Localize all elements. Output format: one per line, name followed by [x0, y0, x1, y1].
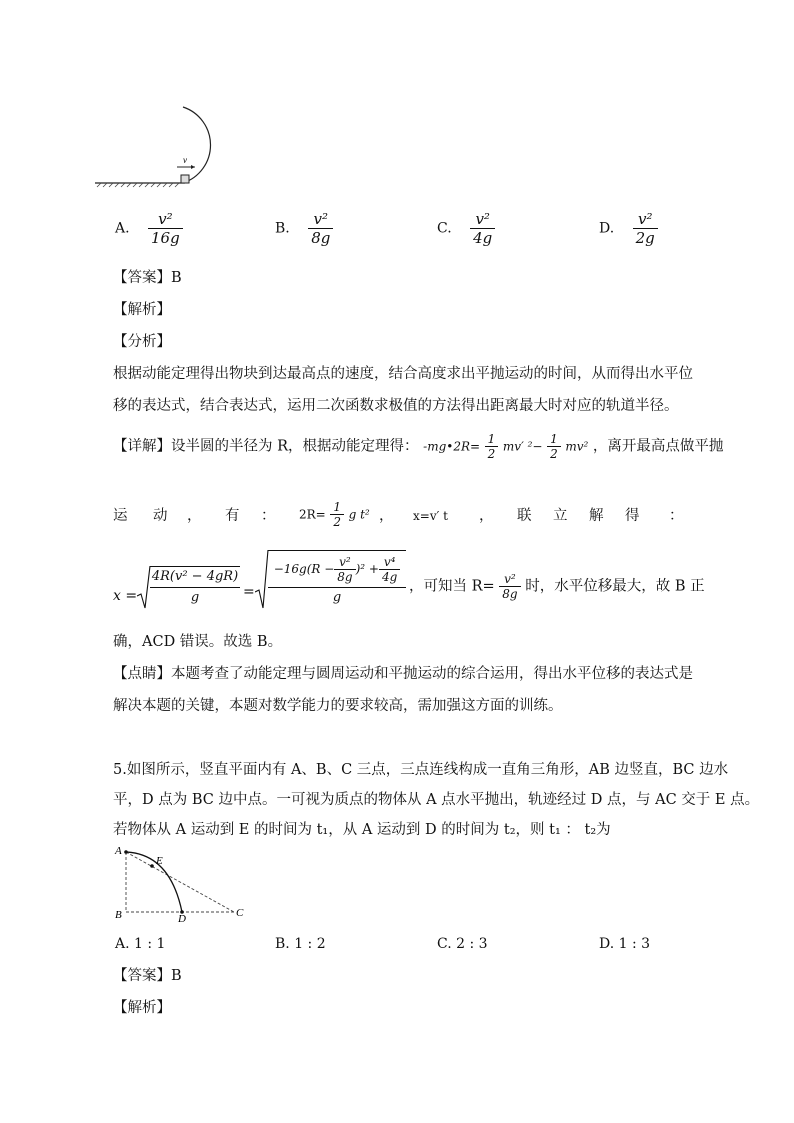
q4-analysis-line1: 根据动能定理得出物块到达最高点的速度，结合高度求出平抛运动的时间，从而得出水平位	[113, 366, 693, 382]
word: 动	[153, 508, 168, 524]
q4-detail-line3	[113, 548, 705, 612]
comma: ，	[479, 508, 494, 524]
label-b: B	[115, 909, 122, 921]
q4-option-d[interactable]	[599, 210, 658, 247]
label-e: E	[156, 855, 163, 867]
word: 运	[113, 508, 128, 524]
q5-stem-line2: 平，D 点为 BC 边中点。一可视为质点的物体从 A 点水平抛出，轨迹经过 D 点，与 AC 交于 E 点。	[113, 792, 760, 808]
half-den-2: 2	[550, 447, 558, 461]
frac2-num: v⁴	[379, 555, 400, 570]
word: ，	[187, 508, 202, 524]
option-letter: D.	[599, 220, 615, 237]
sqrt1	[150, 566, 240, 608]
half-num-3: 1	[330, 500, 344, 515]
frac-num: v²	[334, 555, 355, 570]
word: ：	[261, 508, 276, 524]
option-den: 16g	[151, 229, 180, 247]
eq-sign: =	[243, 584, 255, 600]
option-den: 2g	[635, 229, 655, 247]
when-suffix: 时，水平位移最大，故 B 正	[525, 578, 705, 595]
when-frac-den: 8g	[502, 587, 518, 601]
word: 解	[589, 508, 604, 524]
mv2: mv²	[565, 439, 589, 454]
q5-option-d[interactable]: D. 1 : 3	[599, 936, 651, 952]
block	[181, 175, 189, 183]
q5-stem-line3: 若物体从 A 运动到 E 的时间为 t₁，从 A 运动到 D 的时间为 t₂，则 t₁ ： t₂为	[113, 822, 611, 838]
ground-hatch	[97, 183, 179, 187]
frac2-den: 4g	[381, 569, 398, 584]
word: 立	[553, 508, 568, 524]
sqrt2-den: g	[332, 590, 342, 605]
option-num: v²	[308, 210, 333, 229]
sqrt2-num-a: −16g(R −	[273, 562, 335, 576]
option-num: v²	[470, 210, 495, 229]
half-num: 1	[485, 432, 499, 447]
q5-option-c[interactable]: C. 2 : 3	[437, 936, 488, 952]
label-d: D	[178, 913, 186, 922]
q5-option-b[interactable]: B. 1 : 2	[275, 936, 326, 952]
eq1-left: -mg•2R=	[423, 439, 481, 454]
q4-fenxi-heading: 【分析】	[113, 334, 171, 350]
half-num-2: 1	[547, 432, 561, 447]
sqrt1-den: g	[190, 590, 200, 605]
q5-stem-line1: 5.如图所示，竖直平面内有 A、B、C 三点，三点连线构成一直角三角形，AB 边竖直，BC 边水	[113, 762, 729, 778]
sqrt1-sign	[137, 566, 151, 610]
sqrt2-num	[268, 551, 406, 588]
half-den: 2	[487, 447, 496, 461]
eq2-right: g t²	[348, 507, 370, 522]
q5-answer: 【答案】B	[113, 968, 182, 984]
q4-option-a[interactable]	[115, 210, 183, 247]
eq3: x=v′ t	[413, 509, 448, 523]
frac-den: 8g	[337, 569, 353, 584]
eq2	[299, 500, 370, 529]
q4-dianjing-line1: 【点睛】本题考查了动能定理与圆周运动和平抛运动的综合运用，得出水平位移的表达式是	[113, 666, 693, 682]
q5-options	[115, 936, 715, 956]
comma: ，	[379, 508, 394, 524]
trajectory	[126, 852, 182, 912]
velocity-label: v	[183, 155, 187, 165]
track-figure	[95, 95, 235, 190]
sqrt2-sign	[255, 550, 269, 610]
sqrt2	[268, 550, 406, 608]
eq2-left: 2R=	[299, 507, 326, 522]
point-a	[124, 850, 128, 854]
label-c: C	[236, 907, 244, 919]
q4-answer: 【答案】B	[113, 270, 182, 286]
detail-prefix: 【详解】设半圆的半径为 R，根据动能定理得：	[113, 438, 419, 455]
point-e	[150, 864, 154, 868]
option-num: v²	[148, 210, 183, 229]
q4-detail-line4: 确，ACD 错误。故选 B。	[113, 634, 283, 650]
option-letter: A.	[115, 220, 130, 237]
option-num: v²	[633, 210, 658, 229]
x-eq: x =	[113, 588, 138, 604]
option-letter: B.	[275, 220, 290, 237]
q4-dianjing-line2: 解决本题的关键，本题对数学能力的要求较高，需加强这方面的训练。	[113, 698, 563, 714]
q4-option-b[interactable]	[275, 210, 333, 247]
q4-analysis-line2: 移的表达式，结合表达式，运用二次函数求极值的方法得出距离最大时对应的轨道半径。	[113, 398, 679, 414]
when-text: ，可知当 R=	[409, 578, 495, 595]
detail-suffix: ，离开最高点做平抛	[592, 438, 724, 455]
word: 有	[225, 508, 240, 524]
option-den: 4g	[473, 229, 493, 247]
q4-detail-line2	[113, 500, 683, 536]
when-frac-num: v²	[499, 572, 520, 587]
mv-prime: mv′ ²−	[502, 439, 543, 454]
option-letter: C.	[437, 220, 452, 237]
word: 得	[625, 508, 640, 524]
semicircle-track	[183, 107, 211, 183]
q5-option-a[interactable]: A. 1 : 1	[115, 936, 166, 952]
label-a: A	[115, 845, 122, 857]
half-den-3: 2	[333, 515, 341, 529]
q4-options	[115, 210, 715, 254]
q4-option-c[interactable]	[437, 210, 495, 247]
sqrt2-num-b: )² +	[355, 562, 379, 576]
triangle-figure	[112, 842, 252, 922]
option-den: 8g	[311, 229, 331, 247]
q4-detail-line1	[113, 432, 723, 461]
word: 联	[517, 508, 532, 524]
word: ：	[669, 508, 684, 524]
sqrt1-num: 4R(v² − 4gR)	[150, 567, 240, 588]
q4-jiexi-heading: 【解析】	[113, 302, 171, 318]
when-clause	[409, 572, 705, 601]
q5-jiexi-heading: 【解析】	[113, 1000, 171, 1016]
